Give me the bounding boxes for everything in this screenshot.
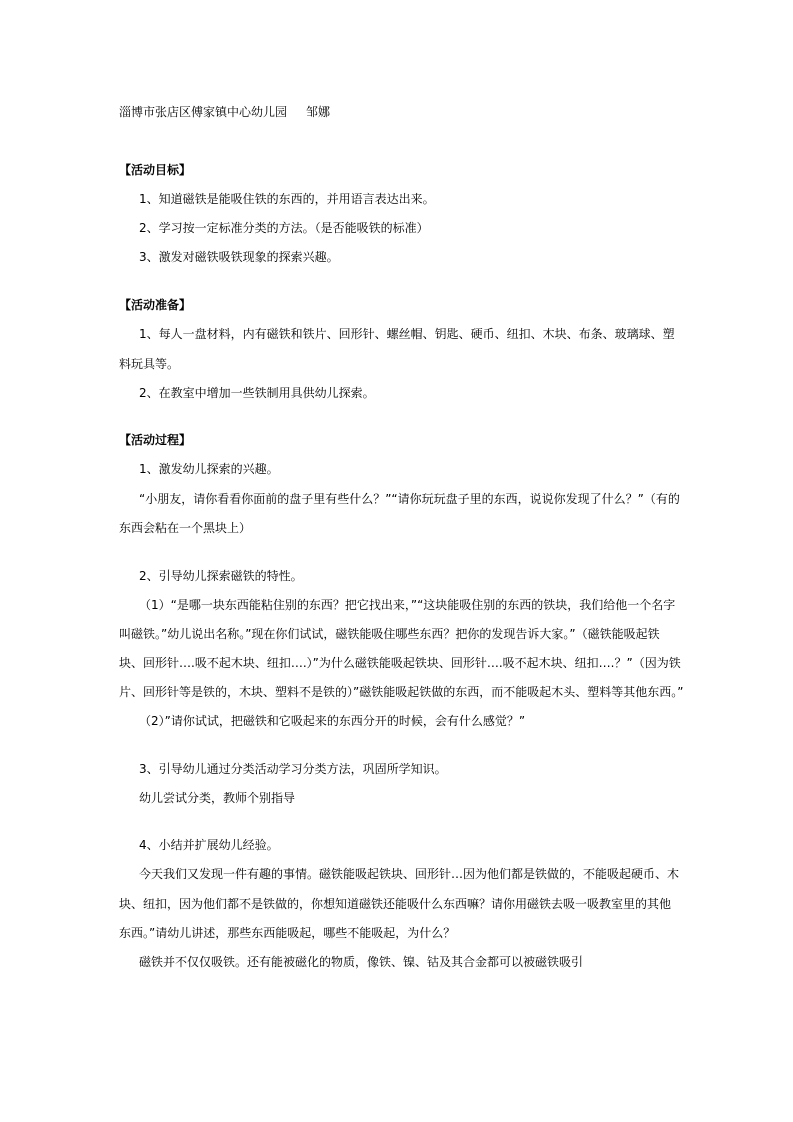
author-name: 邹娜 — [306, 105, 331, 119]
step-2-paragraph-1-line-2: 叫磁铁。”幼儿说出名称。”现在你们试试，磁铁能吸住哪些东西？把你的发现告诉大家。”（磁铁能吸起铁 — [119, 627, 660, 641]
step-2-paragraph-2: （2）”请你试试，把磁铁和它吸起来的东西分开的时候，会有什么感觉？” — [139, 714, 526, 728]
process-heading: 【活动过程】 — [119, 433, 192, 447]
step-2-paragraph-1-line-3: 块、回形针….吸不起木块、纽扣….）”为什么磁铁能吸起铁块、回形针….吸不起木块、纽扣….？”（因为铁 — [119, 656, 681, 670]
step-4-paragraph-1-line-2: 块、纽扣，因为他们都不是铁做的，你想知道磁铁还能吸什么东西嘛？请你用磁铁去吸一吸教室里的其他 — [119, 897, 672, 911]
step-4-paragraph-1-line-3: 东西。”请幼儿讲述，那些东西能吸起，哪些不能吸起，为什么？ — [119, 926, 456, 940]
step-3-title: 3、引导幼儿通过分类活动学习分类方法，巩固所学知识。 — [139, 762, 447, 776]
preparation-heading: 【活动准备】 — [119, 298, 192, 312]
preparation-item-1-line-2: 料玩具等。 — [119, 357, 180, 371]
step-1-quote-line-1: “小朋友，请你看看你面前的盘子里有些什么？”“请你玩玩盘子里的东西，说说你发现了什么？”（有的 — [139, 492, 680, 506]
preparation-item-1-line-1: 1、每人一盘材料，内有磁铁和铁片、回形针、螺丝帽、钥匙、硬币、纽扣、木块、布条、玻璃球、塑 — [139, 327, 675, 341]
step-1-quote-line-2: 东西会粘在一个黑块上） — [119, 521, 252, 535]
goals-heading: 【活动目标】 — [119, 163, 192, 177]
goal-item-1: 1、知道磁铁是能吸住铁的东西的，并用语言表达出来。 — [139, 192, 435, 206]
step-2-title: 2、引导幼儿探索磁铁的特性。 — [139, 569, 303, 583]
step-2-paragraph-1-line-4: 片、回形针等是铁的，木块、塑料不是铁的）”磁铁能吸起铁做的东西，而不能吸起木头、塑料等其他东西。” — [119, 685, 684, 699]
step-4-paragraph-2: 磁铁并不仅仅吸铁。还有能被磁化的物质，像铁、镍、钴及其合金都可以被磁铁吸引 — [139, 955, 584, 969]
step-4-paragraph-1-line-1: 今天我们又发现一件有趣的事情。磁铁能吸起铁块、回形针…因为他们都是铁做的，不能吸起硬币、木 — [139, 867, 680, 881]
goal-item-3: 3、激发对磁铁吸铁现象的探索兴趣。 — [139, 250, 339, 264]
goal-item-2: 2、学习按一定标准分类的方法。（是否能吸铁的标准） — [139, 221, 429, 235]
step-1-title: 1、激发幼儿探索的兴趣。 — [139, 462, 279, 476]
author-school: 淄博市张店区傅家镇中心幼儿园 — [119, 105, 288, 119]
preparation-item-2: 2、在教室中增加一些铁制用具供幼儿探索。 — [139, 386, 375, 400]
step-3-detail: 幼儿尝试分类，教师个别指导 — [139, 791, 296, 805]
step-4-title: 4、小结并扩展幼儿经验。 — [139, 838, 279, 852]
step-2-paragraph-1-line-1: （1）“是哪一块东西能粘住别的东西？把它找出来，”“这块能吸住别的东西的铁块，我们给他一个名字 — [139, 598, 676, 612]
